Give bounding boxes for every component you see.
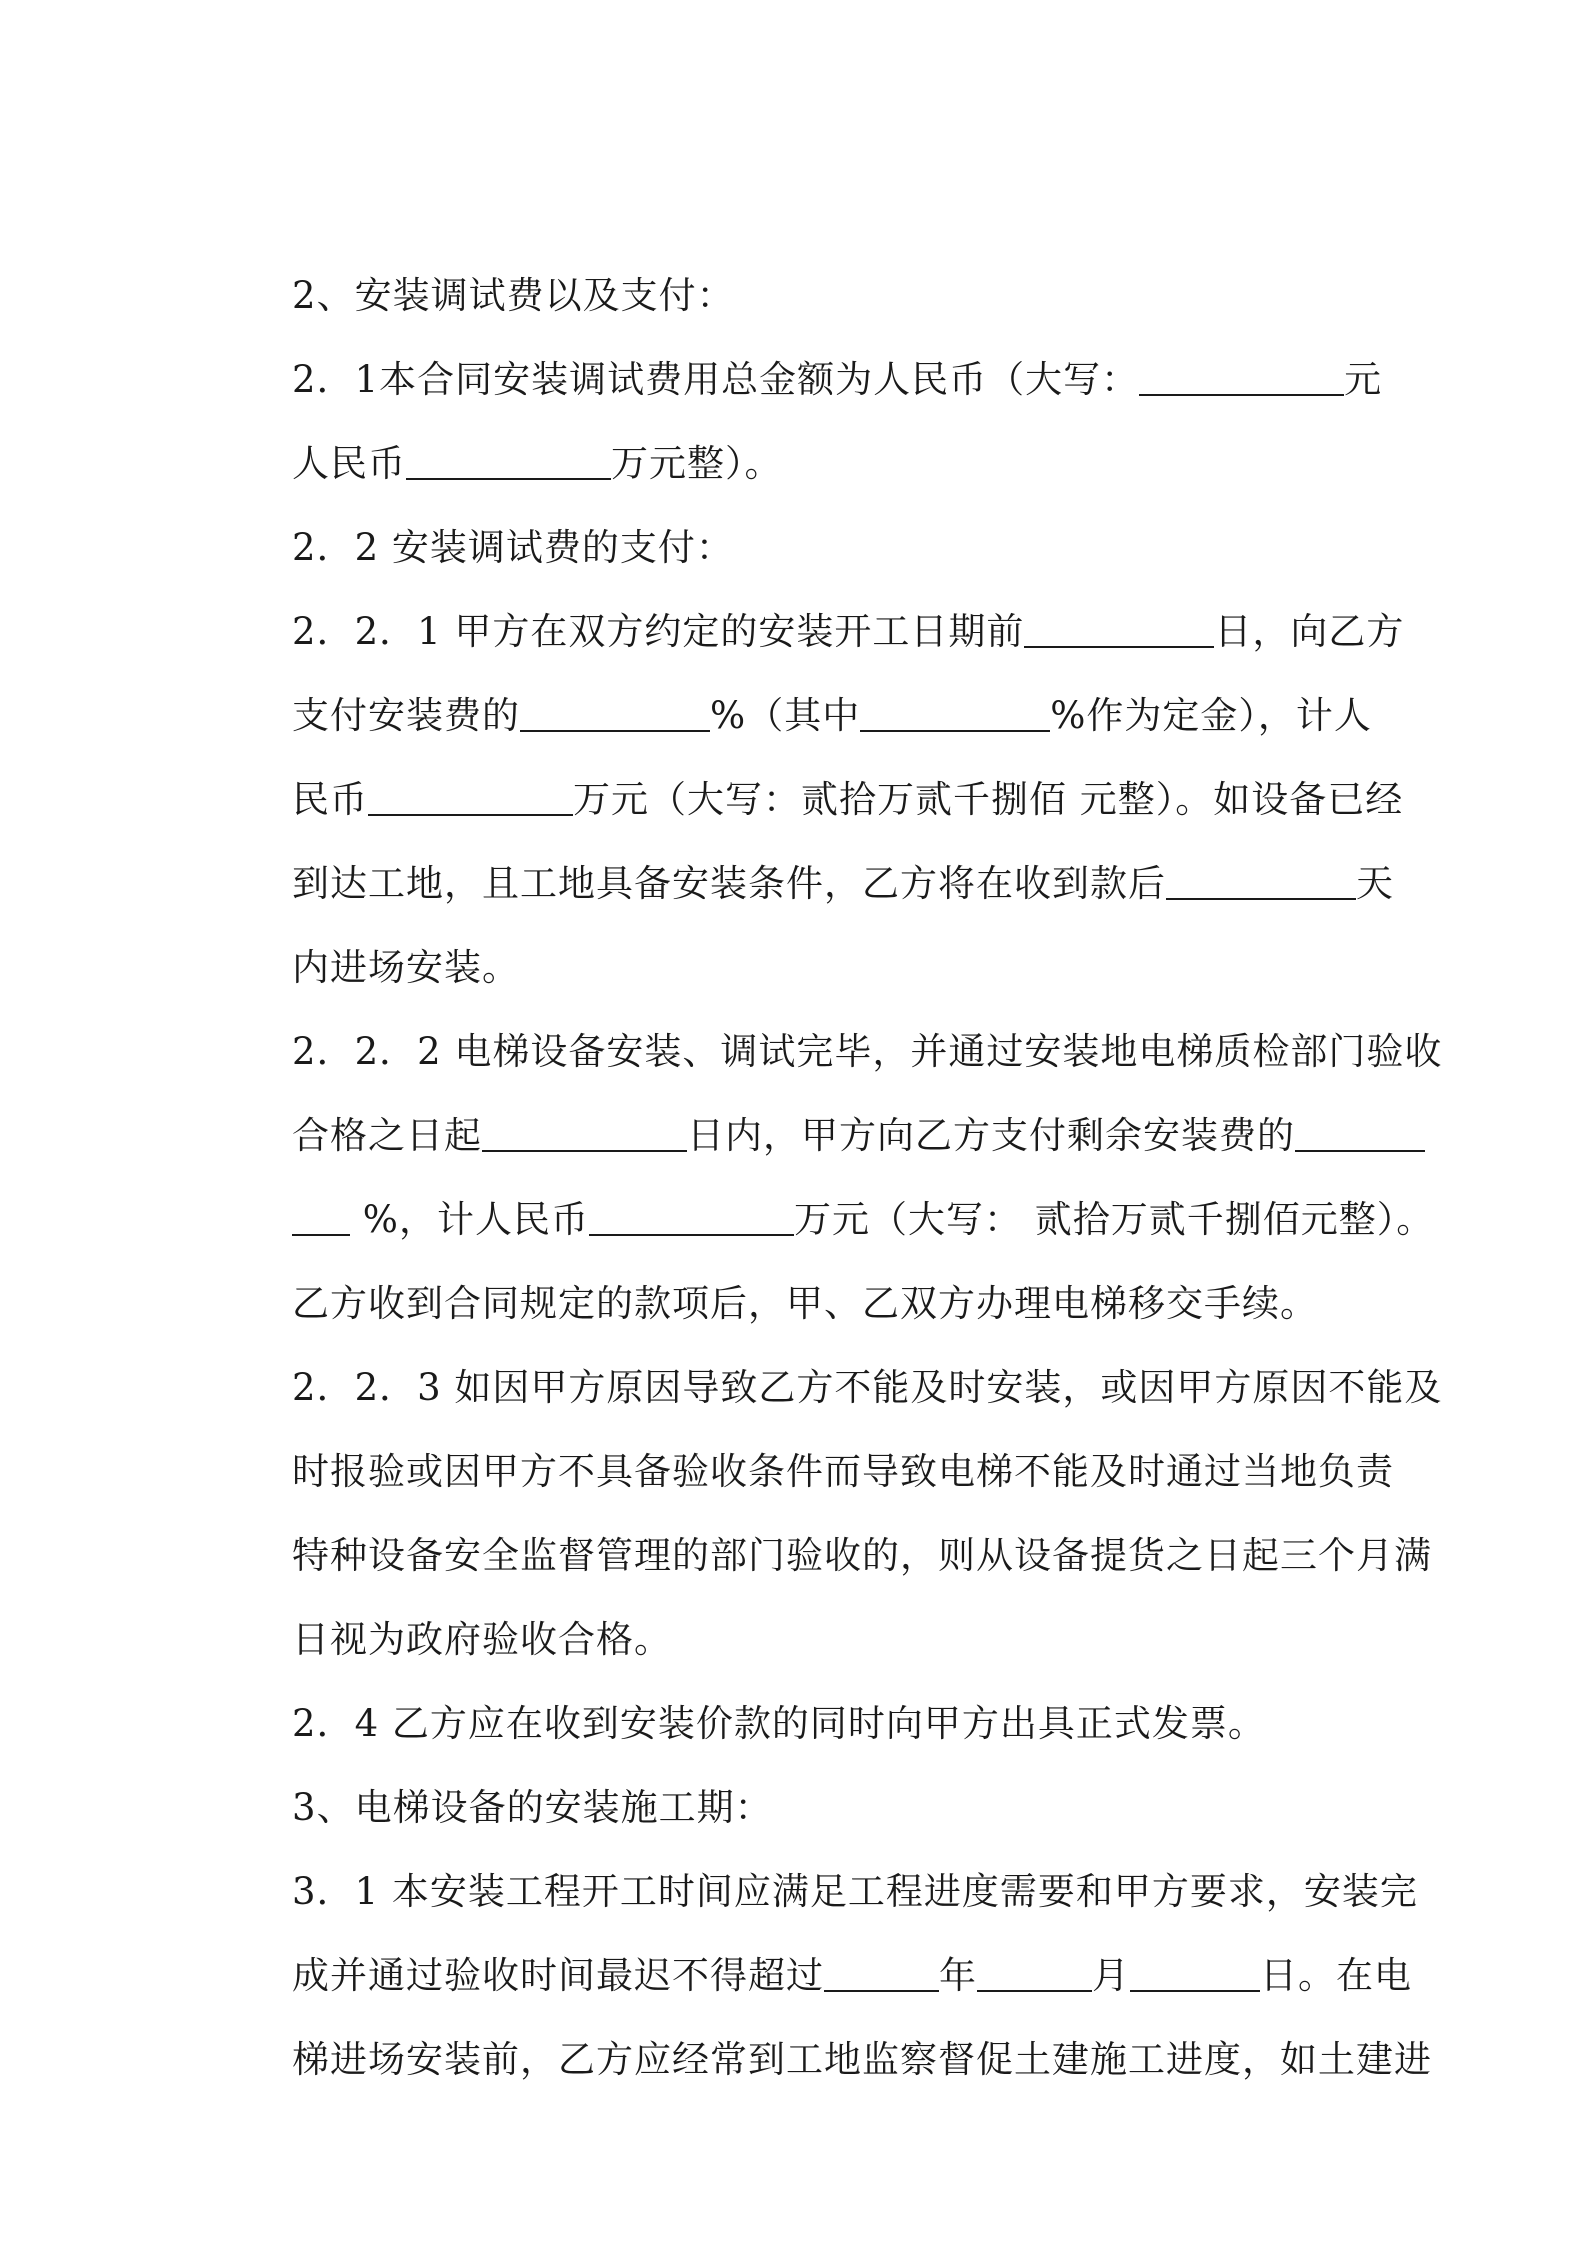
clause-2-2-1-cont-4 xyxy=(241,878,1361,989)
text: 年 xyxy=(939,1954,978,1997)
text: 合格之日起 xyxy=(292,1114,483,1157)
text: 万元（大写：贰拾万贰千捌佰 元整）。如设备已经 xyxy=(573,778,1404,821)
text: 2、安装调试费以及支付： xyxy=(292,274,735,317)
clause-2-2-3-cont-2 xyxy=(241,1466,1433,1577)
section-heading-3 xyxy=(241,1718,1361,1829)
clause-2-2-3-cont-3 xyxy=(241,1550,1361,1661)
text: 2．4 乙方应在收到安装价款的同时向甲方出具正式发票。 xyxy=(292,1702,1266,1745)
clause-2-2-2 xyxy=(241,962,1443,1073)
clause-2-2-2-cont-3 xyxy=(241,1214,1361,1325)
text: %，计人民币 xyxy=(350,1198,589,1241)
text: 内进场安装。 xyxy=(292,946,521,989)
text: %作为定金），计人 xyxy=(1050,694,1372,737)
text: 万元整）。 xyxy=(611,442,783,485)
text: %（其中 xyxy=(710,694,861,737)
clause-2-2 xyxy=(241,458,1361,569)
text: 乙方收到合同规定的款项后，甲、乙双方办理电梯移交手续。 xyxy=(292,1282,1319,1325)
text: 3、电梯设备的安装施工期： xyxy=(292,1786,773,1829)
text: 日视为政府验收合格。 xyxy=(292,1618,673,1661)
text: 民币 xyxy=(292,778,369,821)
text: 2．2 安装调试费的支付： xyxy=(292,526,734,569)
text: 月 xyxy=(1092,1954,1131,1997)
text: 万元（大写： 贰拾万贰千捌佰元整）。 xyxy=(793,1198,1435,1241)
section-heading-2 xyxy=(241,206,1361,317)
text: 天 xyxy=(1356,862,1395,905)
text: 日，向乙方 xyxy=(1214,610,1405,653)
text: 日。在电 xyxy=(1260,1954,1413,1997)
text: 3．1 本安装工程开工时间应满足工程进度需要和甲方要求，安装完 xyxy=(292,1870,1418,1913)
clause-2-1 xyxy=(241,290,1383,401)
clause-2-4 xyxy=(241,1634,1361,1745)
text: 2．2．3 如因甲方原因导致乙方不能及时安装，或因甲方原因不能及 xyxy=(292,1366,1443,1409)
clause-2-2-2-cont-1 xyxy=(241,1046,1361,1157)
text: 梯进场安装前，乙方应经常到工地监察督促土建施工进度，如土建进 xyxy=(292,2038,1433,2081)
clause-2-2-2-cont-2 xyxy=(241,1130,1435,1241)
text: 元 xyxy=(1344,358,1383,401)
text: 人民币 xyxy=(292,442,407,485)
clause-2-2-1 xyxy=(241,542,1405,653)
clause-3-1 xyxy=(241,1802,1418,1913)
clause-2-2-1-cont-2 xyxy=(241,710,1404,821)
clause-2-2-1-cont-3 xyxy=(241,794,1395,905)
clause-2-2-3 xyxy=(241,1298,1443,1409)
clause-2-1-cont xyxy=(241,374,1361,485)
text: 支付安装费的 xyxy=(292,694,521,737)
text: 2．2．2 电梯设备安装、调试完毕，并通过安装地电梯质检部门验收 xyxy=(292,1030,1443,1073)
text: 到达工地，且工地具备安装条件，乙方将在收到款后 xyxy=(292,862,1167,905)
text: 特种设备安全监督管理的部门验收的，则从设备提货之日起三个月满 xyxy=(292,1534,1433,1577)
text: 日内，甲方向乙方支付剩余安装费的 xyxy=(687,1114,1296,1157)
clause-2-2-3-cont-1 xyxy=(241,1382,1395,1493)
text: 成并通过验收时间最迟不得超过 xyxy=(292,1954,825,1997)
clause-3-1-cont-1 xyxy=(241,1886,1413,1997)
text: 2．1本合同安装调试费用总金额为人民币（大写： xyxy=(292,358,1140,401)
text: 2．2．1 甲方在双方约定的安装开工日期前 xyxy=(292,610,1025,653)
text: 时报验或因甲方不具备验收条件而导致电梯不能及时通过当地负责 xyxy=(292,1450,1395,1493)
